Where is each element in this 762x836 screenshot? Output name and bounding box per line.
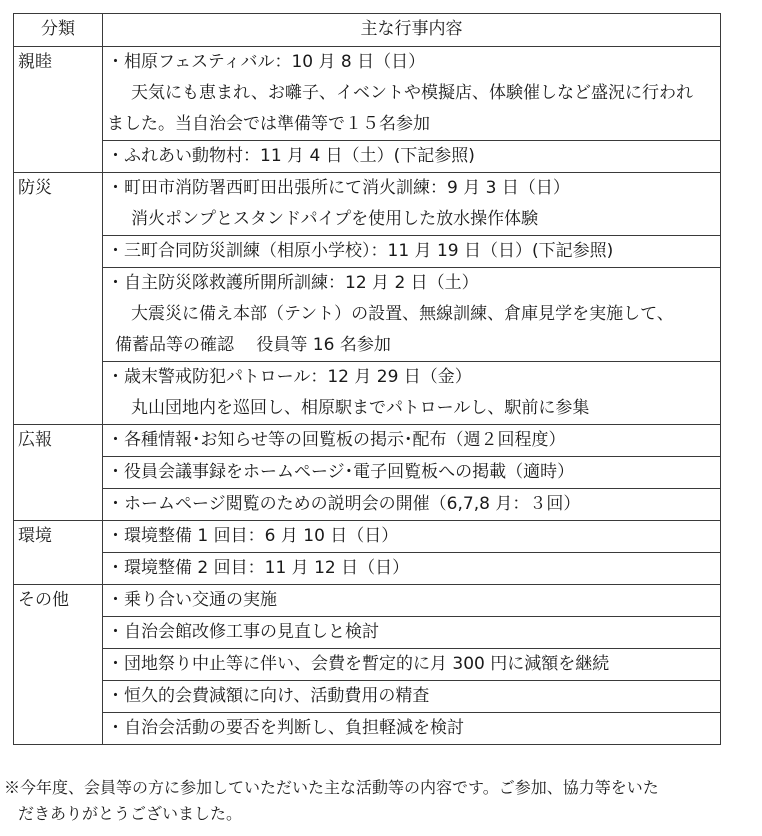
event-cell xyxy=(103,173,721,236)
event-detail: 消火ポンプとスタンドパイプを使用した放水操作体験 xyxy=(131,209,539,229)
event-title: ・ふれあい動物村：11 月 4 日（土）(下記参照) xyxy=(107,146,475,166)
table-row xyxy=(14,585,721,617)
event-title: ・環境整備 2 回目：11 月 12 日（日） xyxy=(107,558,410,578)
category-cell: 環境 xyxy=(14,521,103,585)
table-row xyxy=(14,489,721,521)
event-title: ・恒久的会費減額に向け、活動費用の精査 xyxy=(107,686,430,706)
footer-line: だきありがとうございました。 xyxy=(18,804,243,823)
event-cell xyxy=(103,47,721,141)
event-cell xyxy=(103,649,721,681)
event-title: ・各種情報･お知らせ等の回覧板の掲示･配布（週２回程度） xyxy=(107,430,566,450)
event-title: ・自治会館改修工事の見直しと検討 xyxy=(107,622,379,642)
event-detail: 大震災に備え本部（テント）の設置、無線訓練、倉庫見学を実施して、 xyxy=(131,304,674,324)
table-row xyxy=(14,141,721,173)
category-cell: その他 xyxy=(14,585,103,745)
event-title: ・環境整備 1 回目：6 月 10 日（日） xyxy=(107,526,399,546)
event-cell xyxy=(103,521,721,553)
event-cell xyxy=(103,489,721,521)
table-row xyxy=(14,268,721,362)
table-row xyxy=(14,362,721,425)
event-title: ・役員会議事録をホームページ･電子回覧板への掲載（適時） xyxy=(107,462,575,482)
category-cell: 防災 xyxy=(14,173,103,425)
event-title: ・相原フェスティバル：10 月 8 日（日） xyxy=(107,52,426,72)
event-detail: 天気にも恵まれ、お囃子、イベントや模擬店、体験催しなど盛況に行われ xyxy=(131,83,694,103)
event-title: ・歳末警戒防犯パトロール：12 月 29 日（金） xyxy=(107,367,472,387)
event-detail: 備蓄品等の確認 役員等 16 名参加 xyxy=(115,335,391,355)
table-row xyxy=(14,617,721,649)
event-cell xyxy=(103,425,721,457)
event-cell xyxy=(103,681,721,713)
category-cell: 広報 xyxy=(14,425,103,521)
table-row xyxy=(14,681,721,713)
table-row xyxy=(14,553,721,585)
event-cell xyxy=(103,362,721,425)
event-cell xyxy=(103,713,721,745)
event-title: ・自治会活動の要否を判断し、負担軽減を検討 xyxy=(107,718,464,738)
table-row xyxy=(14,521,721,553)
content-header: 主な行事内容 xyxy=(103,14,721,47)
table-row xyxy=(14,713,721,745)
event-cell xyxy=(103,585,721,617)
event-title: ・町田市消防署西町田出張所にて消火訓練：9 月 3 日（日） xyxy=(107,178,570,198)
footer-note xyxy=(4,775,760,827)
footer-line: ※今年度、会員等の方に参加していただいた主な活動等の内容です。ご参加、協力等をいた xyxy=(4,778,659,797)
event-cell xyxy=(103,141,721,173)
table-row xyxy=(14,425,721,457)
events-table xyxy=(13,13,721,745)
event-title: ・三町合同防災訓練（相原小学校）：11 月 19 日（日）(下記参照) xyxy=(107,241,614,261)
event-cell xyxy=(103,236,721,268)
table-row xyxy=(14,47,721,141)
category-header: 分類 xyxy=(14,14,103,47)
event-cell xyxy=(103,457,721,489)
category-cell: 親睦 xyxy=(14,47,103,173)
header-row xyxy=(14,14,721,47)
table-row xyxy=(14,236,721,268)
event-cell xyxy=(103,617,721,649)
event-title: ・自主防災隊救護所開所訓練：12 月 2 日（土） xyxy=(107,273,479,293)
event-title: ・ホームページ閲覧のための説明会の開催（6,7,8 月：３回） xyxy=(107,494,581,514)
table-row xyxy=(14,649,721,681)
event-title: ・乗り合い交通の実施 xyxy=(107,590,277,610)
event-title: ・団地祭り中止等に伴い、会費を暫定的に月 300 円に減額を継続 xyxy=(107,654,610,674)
event-cell xyxy=(103,553,721,585)
event-cell xyxy=(103,268,721,362)
event-detail: ました。当自治会では準備等で１５名参加 xyxy=(107,114,430,134)
table-row xyxy=(14,457,721,489)
table-row xyxy=(14,173,721,236)
event-detail: 丸山団地内を巡回し、相原駅までパトロールし、駅前に参集 xyxy=(131,398,590,418)
